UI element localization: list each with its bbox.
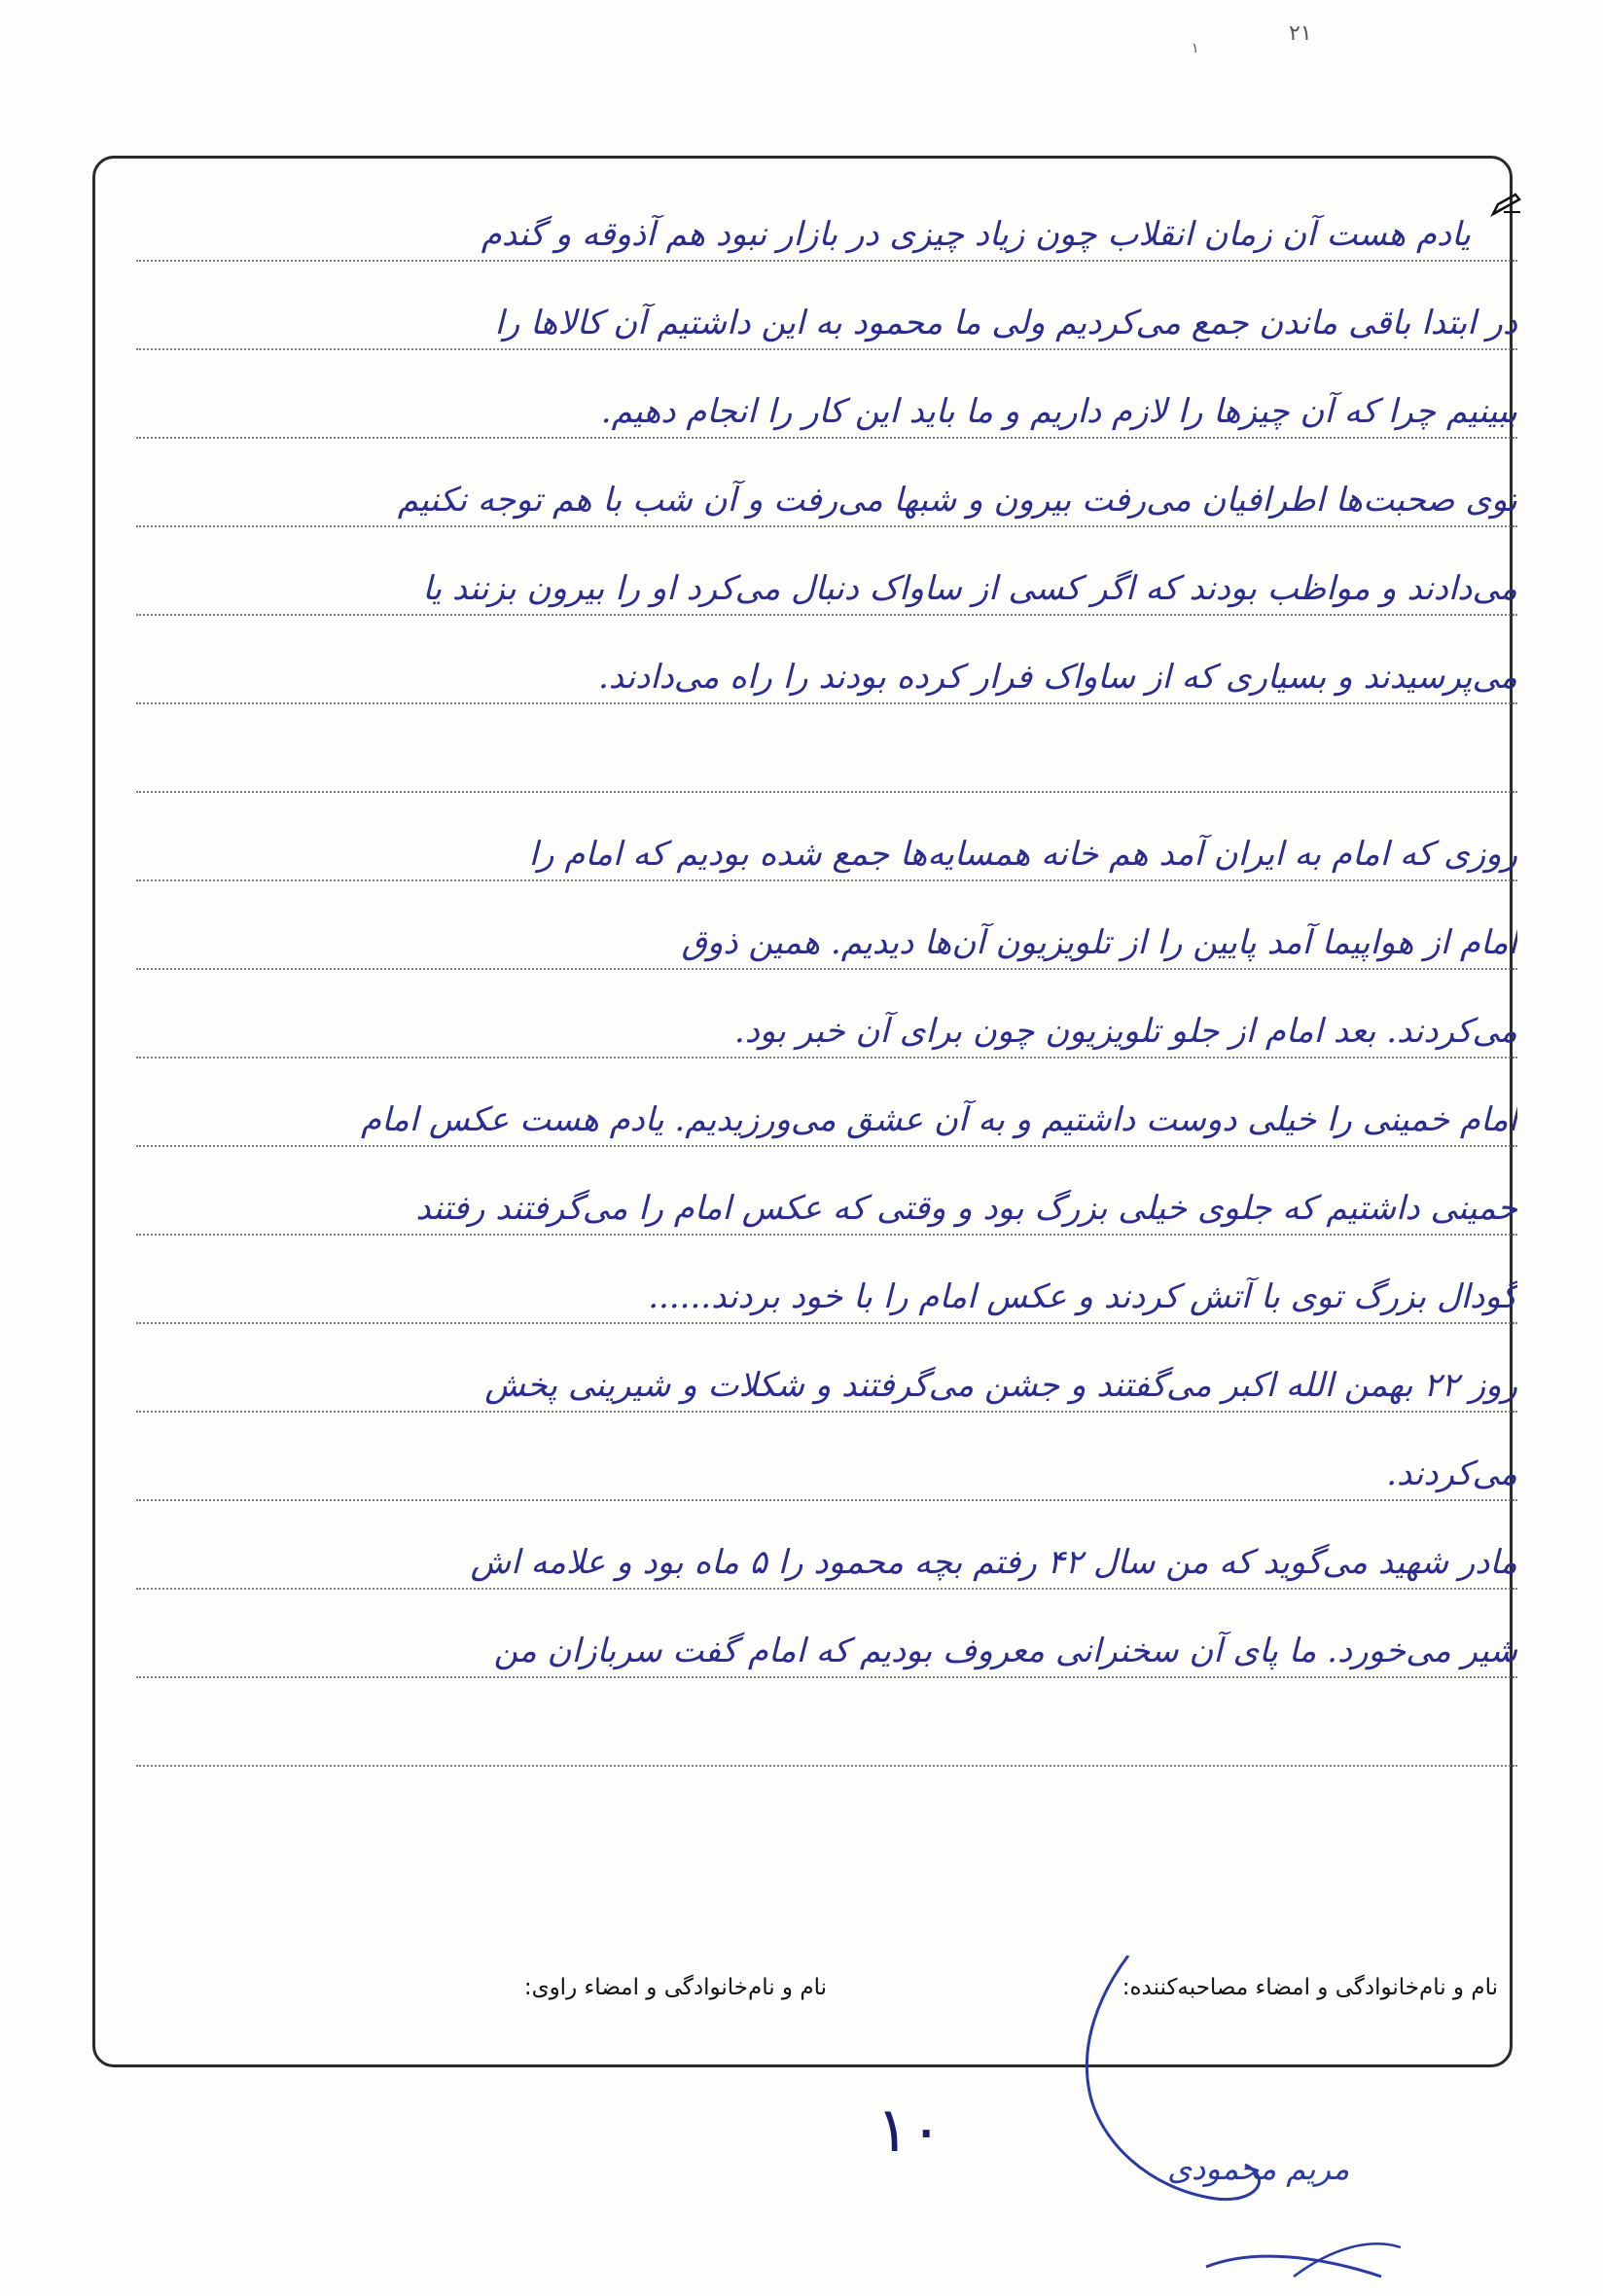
form-line: [136, 1501, 1517, 1590]
line-text: گودال بزرگ توی با آتش کردند و عکس امام را با خود بردند......: [648, 1277, 1517, 1316]
form-line: [136, 173, 1517, 262]
form-line: [136, 1236, 1517, 1324]
line-text: روزی که امام به ایران آمد هم خانه همسایه‌ها جمع شده بودیم که امام را: [528, 835, 1517, 874]
interviewer-signature-label: نام و نام‌خانوادگی و امضاء مصاحبه‌کننده:: [1122, 1975, 1498, 2000]
line-text: مادر شهید می‌گوید که من سال ۴۲ رفتم بچه محمود را ۵ ماه بود و علامه اش: [470, 1543, 1517, 1582]
page-corner-marks: [1192, 21, 1386, 60]
form-line: [136, 970, 1517, 1058]
form-line: [136, 350, 1517, 439]
form-line: [136, 1147, 1517, 1236]
form-line: [136, 793, 1517, 881]
line-text: روز ۲۲ بهمن الله اکبر می‌گفتند و جشن می‌گرفتند و شکلات و شیرینی پخش: [484, 1366, 1517, 1405]
form-line: [136, 616, 1517, 704]
line-text: امام از هواپیما آمد پایین را از تلویزیون آن‌ها دیدیم. همین ذوق: [681, 923, 1517, 962]
line-text: می‌کردند. بعد امام از جلو تلویزیون چون برای آن خبر بود.: [733, 1012, 1517, 1051]
signature-scribble: [1060, 1955, 1410, 2286]
line-text: یادم هست آن زمان انقلاب چون زیاد چیزی در بازار نبود هم آذوقه و گندم: [481, 215, 1471, 254]
form-line: [136, 1678, 1517, 1767]
form-line: [136, 1058, 1517, 1147]
form-line: [136, 1590, 1517, 1678]
line-text: می‌کردند.: [1386, 1454, 1517, 1493]
corner-mark-small: ۱: [1192, 41, 1199, 56]
form-line: [136, 527, 1517, 616]
form-line: [136, 439, 1517, 527]
pencil-icon: [1490, 191, 1523, 218]
line-text: می‌پرسیدند و بسیاری که از ساواک فرار کرده بودند را راه می‌دادند.: [597, 658, 1517, 697]
form-line: [136, 262, 1517, 350]
form-line: [136, 1413, 1517, 1501]
corner-mark-code: ۲۱: [1289, 21, 1312, 46]
form-line: [136, 881, 1517, 970]
line-text: خمینی داشتیم که جلوی خیلی بزرگ بود و وقتی که عکس امام را می‌گرفتند رفتند: [415, 1189, 1517, 1228]
page-number: ۱۰: [875, 2095, 944, 2167]
line-text: شیر می‌خورد. ما پای آن سخنرانی معروف بودیم که امام گفت سربازان من: [493, 1632, 1517, 1670]
line-text: امام خمینی را خیلی دوست داشتیم و به آن عشق می‌ورزیدیم. یادم هست عکس امام: [361, 1100, 1517, 1139]
line-text: می‌دادند و مواظب بودند که اگر کسی از ساواک دنبال می‌کرد او را بیرون بزنند یا: [422, 569, 1517, 608]
line-text: در ابتدا باقی ماندن جمع می‌کردیم ولی ما محمود به این داشتیم آن کالاها را: [494, 304, 1517, 342]
handwritten-lines: [136, 173, 1517, 1767]
narrator-signature-label: نام و نام‌خانوادگی و امضاء راوی:: [523, 1975, 827, 2000]
form-line: [136, 704, 1517, 793]
line-text: ببینیم چرا که آن چیزها را لازم داریم و ما باید این کار را انجام دهیم.: [600, 392, 1517, 431]
form-line: [136, 1324, 1517, 1413]
line-text: توی صحبت‌ها اطرافیان می‌رفت بیرون و شبها می‌رفت و آن شب با هم توجه نکنیم: [397, 481, 1517, 520]
signature-text: مریم محمودی: [1167, 2150, 1350, 2187]
